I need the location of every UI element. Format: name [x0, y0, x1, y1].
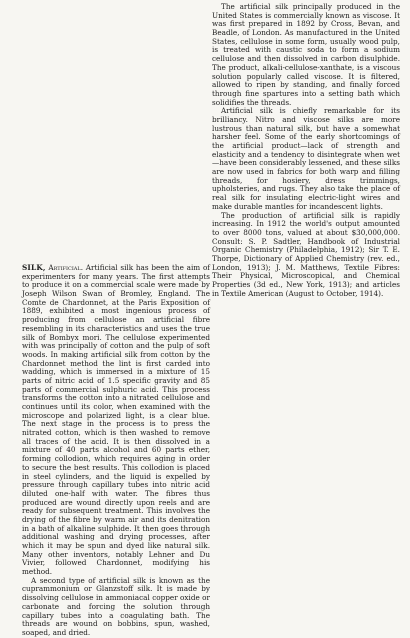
right-column: [212, 3, 400, 298]
paragraph-silk-intro: [22, 264, 210, 577]
paragraph-cuprammonium: A second type of artificial silk is known as the cuprammonium or Glanzstoff silk. It is made by dissolving cellulose in ammoniacal copper oxide or carbonate and forcing the solution through capillary tubes into a coagulating bath. The threads are wound on bobbins, spun, washed, soaped, and dried.: [22, 575, 210, 637]
entry-heading: SILK,: [22, 263, 46, 272]
left-column: [22, 264, 210, 638]
paragraph-properties: Artificial silk is chiefly remarkable for its brilliancy. Nitro and viscose silks are more lustrous than natural silk, but have a somewhat harsher feel. Some of the early shortcomings of the artificial product—lack of strength and elasticity and a tendency to disintegrate when wet—have been considerably lessened, and these silks are now used in fabrics for both warp and filling threads, for hosiery, dress trimmings, upholsteries, and rugs. They also take the place of real silk for insulating electric-light wires and make durable mantles for incandescent lights.: [212, 106, 400, 211]
entry-category: Artificial.: [48, 263, 84, 272]
paragraph-chardonnet-text: Artificial silk has been the aim of experimenters for many years. The first attempts to produce it on a commercial scale were made by Joseph Wilson Swan of Bromley, England. The Comte de Chardonnet, at the Paris Exposition of 1889, exhibited a most ingenious process of producing from cellulose an artificial fibre resembling in its characteristics and uses the true silk of Bombyx mori. The cellulose experimented with was principally of cotton and the pulp of soft woods. In making artificial silk from cotton by the Chardonnet method the lint is first carded into wadding, which is immersed in a mixture of 15 parts of nitric acid of 1.5 specific gravity and 85 parts of commercial sulphuric acid. This process transforms the cotton into a nitrated cellulose and continues until its color, when examined with the microscope and polarized light, is a clear blue. The next stage in the process is to press the nitrated cotton, which is then washed to remove all traces of the acid. It is then dissolved in a mixture of 40 parts alcohol and 60 parts ether, forming collodion, which requires aging in order to secure the best results. This collodion is placed in steel cylinders, and the liquid is expelled by pressure through capillary tubes into nitric acid diluted one-half with water. The fibres thus produced are wound directly upon reels and are ready for subsequent treatment. This involves the drying of the fibre by warm air and its denitration in a bath of alkaline sulphide. It then goes through additional washing and drying processes, after which it may be spun and dyed like natural silk. Many other inventors, notably Lehner and Du Vivier, followed Chardonnet, modifying his method.: [22, 263, 210, 577]
paragraph-production: The production of artificial silk is rapidly increasing. In 1912 the world's output amounted to over 8000 tons, valued at about $30,000,000. Consult: S. P. Sadtler, Handbook of Industrial Organic Chemistry (Philadelphia, 1912); Sir T. E. Thorpe, Dictionary of Applied Chemistry (rev. ed., London, 1913); J. M. Matthews, Textile Fibres: Their Physical, Microscopical, and Chemical Properties (3d ed., New York, 1913); and articles in Textile American (August to October, 1914).: [212, 210, 400, 298]
paragraph-viscose: The artificial silk principally produced in the United States is commercially known as viscose. It was first prepared in 1892 by Cross, Bevan, and Beadle, of London. As manufactured in the United States, cellulose in some form, usually wood pulp, is treated with caustic soda to form a sodium cellulose and then dissolved in carbon disulphide. The product, alkali-cellulose-xanthate, is a viscous solution popularly called viscose. It is filtered, allowed to ripen by standing, and finally forced through fine spartures into a setting bath which solidifies the threads.: [212, 2, 400, 107]
